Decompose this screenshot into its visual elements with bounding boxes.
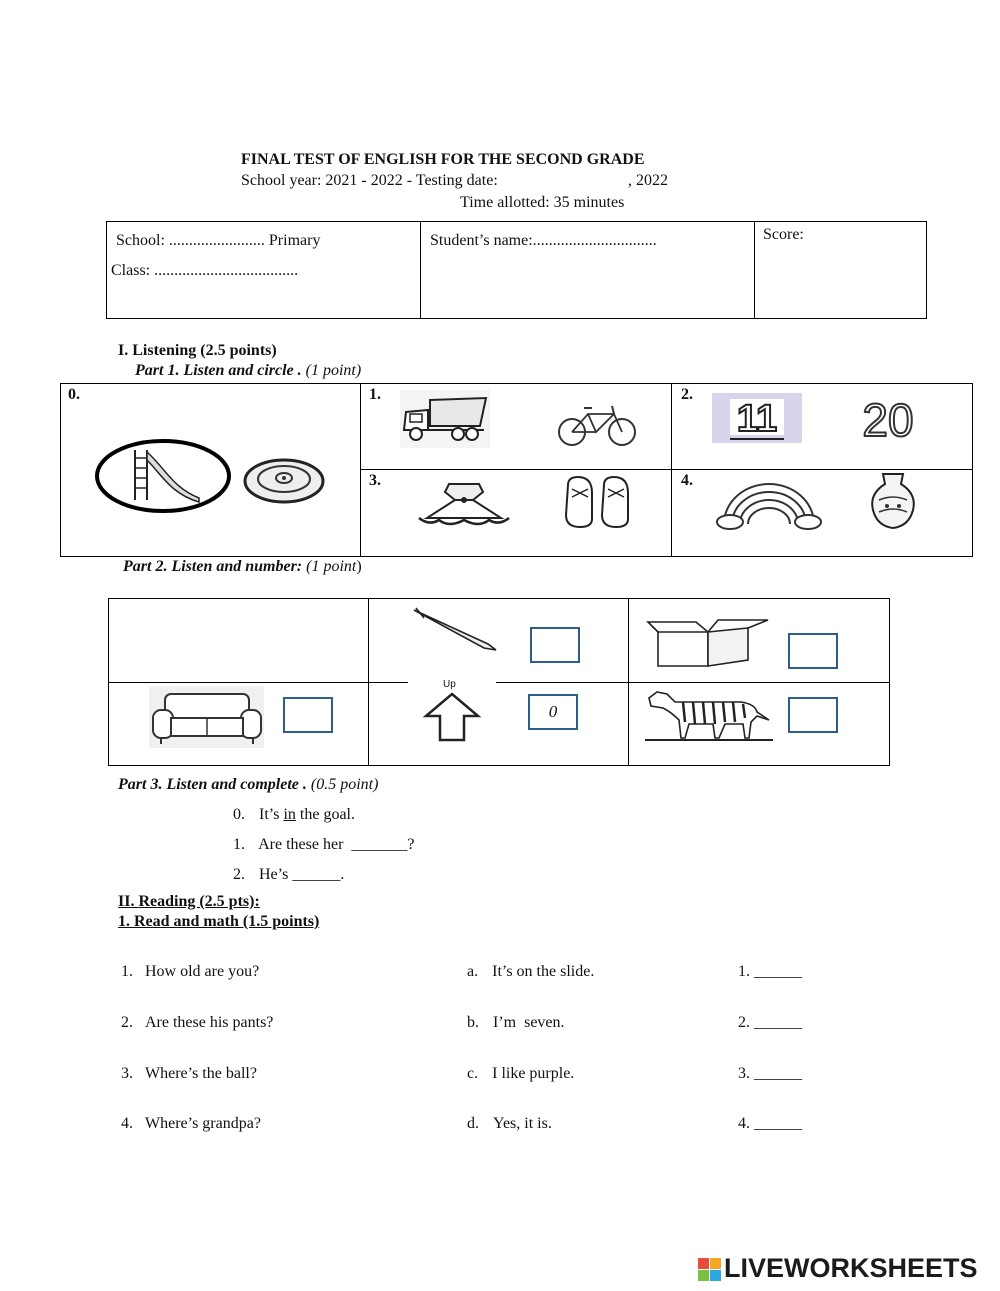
sofa-icon[interactable]	[149, 686, 264, 748]
frisbee-icon[interactable]	[243, 458, 325, 504]
answer-box-zebra[interactable]	[788, 697, 838, 733]
zebra-icon[interactable]	[645, 688, 773, 742]
shoes-icon[interactable]	[562, 475, 634, 529]
student-name-field[interactable]: Student’s name:...............................	[430, 232, 657, 249]
answer-b: b. I’m seven.	[467, 1014, 565, 1031]
question-4: 4. Where’s grandpa?	[121, 1115, 261, 1132]
part3-item-0: 0. It’s in the goal.	[233, 806, 355, 823]
cell-number-3: 3.	[369, 472, 381, 489]
answer-box-sofa[interactable]	[283, 697, 333, 733]
match-blank-4[interactable]: 4. ______	[738, 1115, 802, 1132]
cell-number-0: 0.	[68, 386, 80, 403]
number-20-icon[interactable]	[846, 394, 930, 446]
pen-icon[interactable]	[412, 606, 498, 652]
rainbow-icon[interactable]	[716, 480, 822, 530]
cell-number-1: 1.	[369, 386, 381, 403]
question-2: 2. Are these his pants?	[121, 1014, 274, 1031]
logo-tile-l	[698, 1258, 709, 1269]
test-year: , 2022	[628, 172, 668, 189]
answer-d: d. Yes, it is.	[467, 1115, 552, 1132]
cell-number-2: 2.	[681, 386, 693, 403]
dress-icon[interactable]	[409, 482, 519, 528]
logo-tile-e	[710, 1270, 721, 1281]
score-field[interactable]: Score:	[763, 226, 804, 243]
cell-number-4: 4.	[681, 472, 693, 489]
question-3: 3. Where’s the ball?	[121, 1065, 257, 1082]
reading-heading: II. Reading (2.5 pts):	[118, 893, 260, 910]
truck-icon[interactable]	[400, 390, 490, 448]
number-11-label: 11	[736, 398, 778, 440]
part1-heading: Part 1. Listen and circle . (1 point)	[135, 362, 362, 379]
liveworksheets-logo[interactable]: LIVEWORKSHEETS	[724, 1253, 978, 1283]
answer-box-up[interactable]: 0	[528, 694, 578, 730]
part3-item-1[interactable]: 1. Are these her _______?	[233, 836, 415, 853]
logo-tile-i	[710, 1258, 721, 1269]
part3-heading: Part 3. Listen and complete . (0.5 point)	[118, 776, 379, 793]
school-field[interactable]: School: ........................ Primary	[116, 232, 321, 249]
reading-subheading: 1. Read and math (1.5 points)	[118, 913, 320, 930]
liveworksheets-logo-icon	[698, 1258, 722, 1282]
answer-c: c. I like purple.	[467, 1065, 575, 1082]
vase-icon[interactable]	[867, 472, 919, 530]
school-year: School year: 2021 - 2022 - Testing date:	[241, 172, 498, 189]
class-field[interactable]: Class: ....................................	[111, 262, 299, 279]
bike-icon[interactable]	[556, 400, 638, 450]
match-blank-1[interactable]: 1. ______	[738, 963, 802, 980]
time-allotted: Time allotted: 35 minutes	[460, 194, 625, 211]
box-icon[interactable]	[648, 620, 772, 668]
up-label: Up	[443, 679, 456, 690]
number-11-icon[interactable]	[712, 393, 802, 443]
number-20-label: 20	[862, 394, 914, 446]
answer-box-pen[interactable]	[530, 627, 580, 663]
part2-heading: Part 2. Listen and number: (1 point)	[123, 558, 362, 575]
page-title: FINAL TEST OF ENGLISH FOR THE SECOND GRADE	[241, 151, 645, 168]
question-1: 1. How old are you?	[121, 963, 260, 980]
match-blank-2[interactable]: 2. ______	[738, 1014, 802, 1031]
up-arrow-icon[interactable]	[422, 692, 482, 742]
slide-icon[interactable]	[95, 438, 231, 514]
listening-heading: I. Listening (2.5 points)	[118, 342, 277, 359]
match-blank-3[interactable]: 3. ______	[738, 1065, 802, 1082]
logo-tile-v	[698, 1270, 709, 1281]
part3-item-2[interactable]: 2. He’s ______.	[233, 866, 345, 883]
answer-box-box[interactable]	[788, 633, 838, 669]
answer-a: a. It’s on the slide.	[467, 963, 595, 980]
